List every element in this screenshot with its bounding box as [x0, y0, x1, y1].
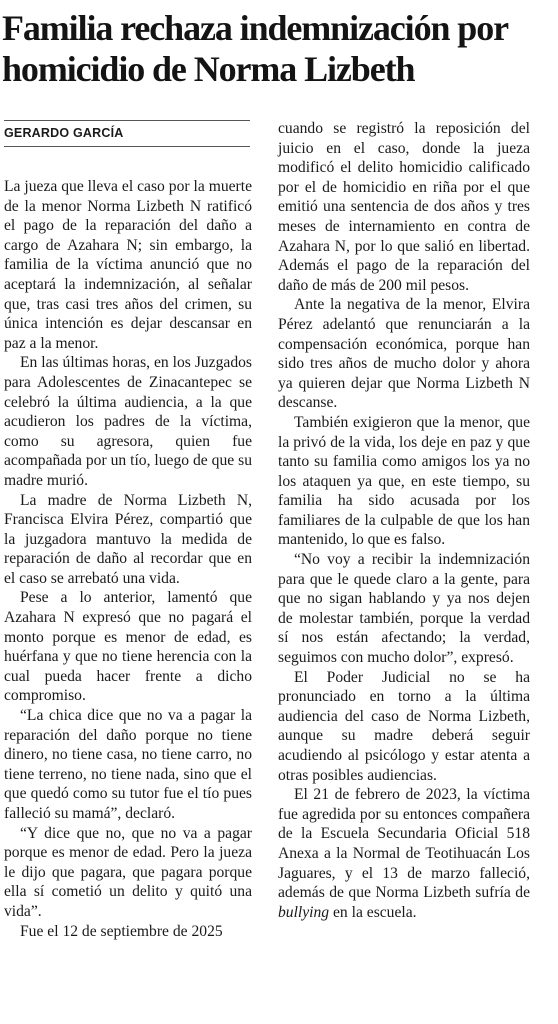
paragraph-last	[278, 785, 530, 922]
paragraph: Fue el 12 de septiembre de 2025	[20, 922, 223, 940]
paragraph-text: El 21 de febrero de 2023, la víctima fue agredida por su entonces compañera de la Escuela Secundaria Oficial 518 Anexa a la Normal de Teotihuacán Los Jaguares, y el 13 de marzo falleció, además de que Norma Lizbeth sufría de	[278, 786, 530, 902]
paragraph-continuation: cuando se registró la reposición del juicio en el caso, donde la jueza modificó el delito homicidio calificado por el de homicidio en riña por el que emitió una sentencia de dos años y tres meses de internamiento en contra de Azahara N, por lo que salió en libertad. Además el pago de la reparación del daño de más de 200 mil pesos.	[278, 120, 530, 294]
paragraph: “Y dice que no, que no va a pagar porque es menor de edad. Pero la jueza le dijo que pagara, que pagara porque ella sí cometió un delito y quitó una vida”.	[4, 824, 252, 920]
paragraph: El Poder Judicial no se ha pronunciado en torno a la última audiencia del caso de Norma Lizbeth, aunque su madre deberá seguir acudiendo al psicólogo y estar atenta a otras posibles audiencias.	[278, 668, 530, 784]
paragraph-text: en la escuela.	[329, 903, 417, 921]
paragraph: “No voy a recibir la indemnización para que le quede claro a la gente, para que no sigan hablando y ya nos dejen de molestar también, porque la verdad sí nos están afectando; la verdad, seguimos con mucho dolor”, expresó.	[278, 551, 530, 667]
paragraph: Pese a lo anterior, lamentó que Azahara N expresó que no pagará el monto porque es menor de edad, es huérfana y que no tiene herencia con la cual pueda hacer frente a dicho compromiso.	[4, 589, 252, 705]
right-column	[278, 119, 530, 922]
paragraph: También exigieron que la menor, que la privó de la vida, los deje en paz y que tanto su familia como amigos los ya no los ataquen ya que, en este tiempo, su familia ha sido acusada por los familiares de la culpable de que los han mantenido, lo que es falso.	[278, 413, 530, 549]
headline: Familia rechaza indemnización por homicidio de Norma Lizbeth	[2, 8, 508, 89]
paragraph: La madre de Norma Lizbeth N, Francisca Elvira Pérez, compartió que la juzgadora mantuvo la medida de reparación de daño al recordar que en el caso se arrebató una vida.	[4, 491, 252, 587]
paragraph: En las últimas horas, en los Juzgados para Adolescentes de Zinacantepec se celebró la última audiencia, a la que acudieron los padres de la víctima, como su agresora, quien fue acompañada por un tío, luego de que su madre murió.	[4, 354, 252, 489]
paragraph: “La chica dice que no va a pagar la reparación del daño porque no tiene dinero, no tiene casa, no tiene carro, no tiene terreno, no tiene nada, sino que el que quedó como su tutor fue el tío pues falleció su mamá”, declaró.	[4, 707, 252, 822]
paragraph: La jueza que lleva el caso por la muerte de la menor Norma Lizbeth N ratificó el pago de la reparación del daño a cargo de Azahara N; sin embargo, la familia de la víctima anunció que no aceptará la indemnización, al señalar que, tras casi tres años del crimen, su única intención es dejar descansar en paz a la menor.	[4, 178, 252, 352]
byline-rule-top	[4, 120, 250, 121]
byline-rule-bottom	[4, 146, 250, 147]
italic-term: bullying	[278, 903, 330, 921]
byline: GERARDO GARCÍA	[4, 126, 124, 140]
left-column	[4, 177, 252, 941]
paragraph: Ante la negativa de la menor, Elvira Pérez adelantó que renunciarán a la compensación económica, porque han sido tres años de mucho dolor y ahora ya quieren dejar que Norma Lizbeth N descanse.	[278, 296, 530, 412]
